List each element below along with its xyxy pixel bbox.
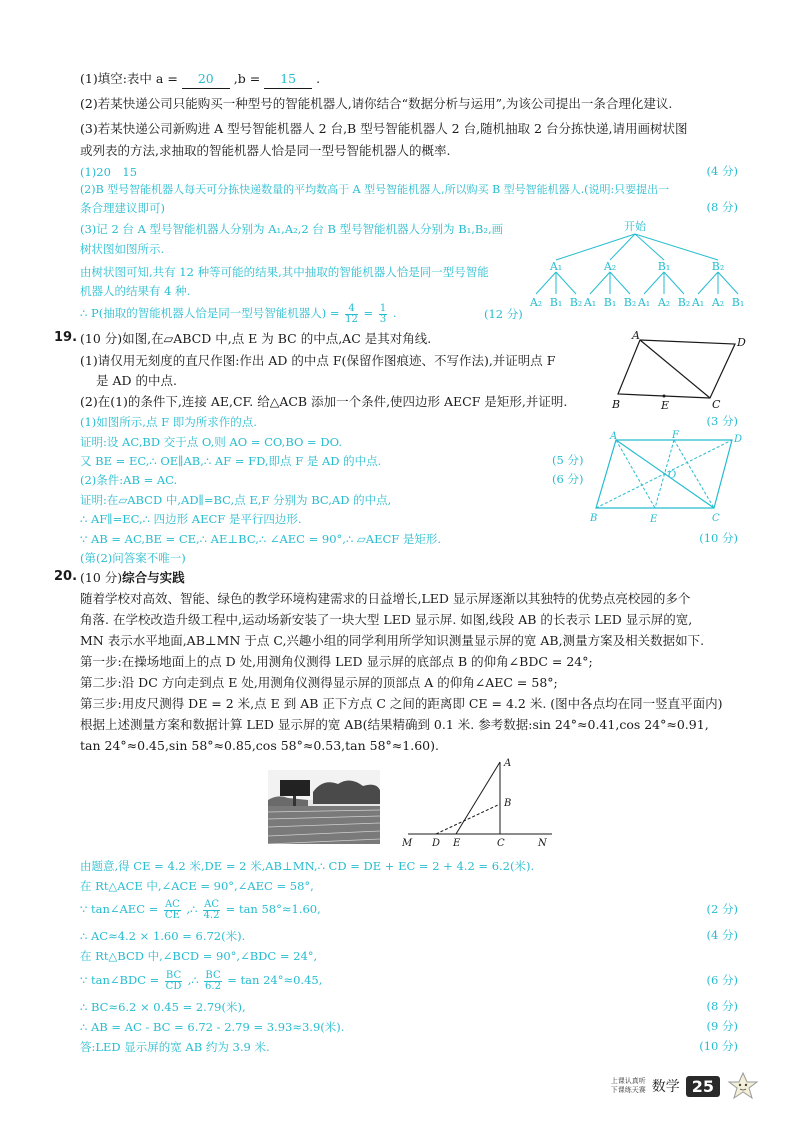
q19-score4: (10 分): [699, 531, 738, 545]
solution-parallelogram-figure: [586, 430, 750, 525]
q18-part1: [80, 70, 320, 89]
parallelogram-figure: [610, 330, 750, 412]
tree-leaf: A₂: [657, 296, 671, 309]
measurement-diagram: [400, 754, 560, 852]
tree-node-l1: A₁: [549, 260, 563, 273]
tan-bdc-text: ∵ tan∠BDC =: [80, 973, 160, 987]
q19-sol7: ∵ AB = AC,BE = CE,∴ AE⊥BC,∴ ∠AEC = 90°,∴ ▱AECF 是矩形.: [80, 532, 442, 546]
q20-step2: 第二步:沿 DC 方向走到点 E 处,用测角仪测得显示屏的顶部点 A 的仰角∠AEC = 58°;: [80, 675, 558, 690]
q19-part1-line1: (1)请仅用无刻度的直尺作图:作出 AD 的中点 F(保留作图痕迹、不写作法),并证明点 F: [80, 353, 556, 368]
q20-score1: (2 分): [706, 902, 738, 916]
q19-sol3: 又 BE = EC,∴ OE∥AB,∴ AF = FD,即点 F 是 AD 的中点.: [80, 454, 382, 468]
fraction-bc-6.2: [204, 971, 221, 992]
label-E: E: [650, 514, 658, 525]
q20-score4: (8 分): [706, 999, 738, 1013]
fraction-denominator: 12: [345, 313, 358, 325]
tree-leaf: A₁: [583, 296, 597, 309]
q19-part1-line2: 是 AD 的中点.: [96, 373, 177, 388]
q18-score3: (12 分): [484, 307, 523, 321]
label-C: C: [497, 838, 505, 849]
slogan-line2: 下课练天赛: [610, 1086, 646, 1094]
fraction-numerator: AC: [204, 898, 219, 910]
q20-sol3: [80, 896, 321, 922]
label-C: C: [712, 398, 721, 411]
q18-answer3-line2: 树状图如图所示.: [80, 242, 165, 256]
answer-blank-b: 15: [264, 70, 312, 89]
fraction-1-3: [379, 304, 387, 325]
q20-score6: (10 分): [699, 1039, 738, 1053]
probability-end: .: [392, 306, 397, 320]
q20-sol8: ∴ AB = AC - BC = 6.72 - 2.79 = 3.93≈3.9(米).: [80, 1020, 345, 1034]
q20-sol5: 在 Rt△BCD 中,∠BCD = 90°,∠BDC = 24°,: [80, 949, 318, 963]
tree-leaf: A₂: [529, 296, 543, 309]
q18-answer3-line1: (3)记 2 台 A 型号智能机器人分别为 A₁,A₂,2 台 B 型号智能机器人分别为 B₁,B₂,画: [80, 222, 504, 236]
fraction-denominator: 4.2: [203, 909, 220, 921]
q20-step3: 第三步:用皮尺测得 DE = 2 米,点 E 到 AB 正下方点 C 之间的距离即 CE = 4.2 米. (图中各点均在同一竖直平面内): [80, 696, 723, 711]
probability-text: ∴ P(抽取的智能机器人恰是同一型号智能机器人) =: [80, 306, 340, 320]
label-B: B: [590, 513, 598, 524]
tree-node-l1: B₂: [711, 260, 725, 273]
q20-sol7: ∴ BC≈6.2 × 0.45 = 2.79(米),: [80, 1000, 246, 1014]
q19-part2: (2)在(1)的条件下,连接 AE,CF. 给△ACB 添加一个条件,使四边形 AECF 是矩形,并证明.: [80, 394, 568, 409]
q18-answer3-probability: [80, 300, 397, 326]
q18-answer2-line1: (2)B 型号智能机器人每天可分拣快递数量的平均数高于 A 型号智能机器人,所以购买 B 型号智能机器人.(说明:只要提出一: [80, 183, 670, 196]
therefore-text: ,∴: [186, 902, 198, 916]
fraction-denominator: CD: [165, 980, 182, 992]
q20-stem: [80, 569, 185, 587]
equals-sign: =: [363, 306, 374, 320]
star-mascot-icon: [726, 1071, 760, 1101]
page-footer: [611, 1071, 760, 1101]
q20-score3: (6 分): [706, 973, 738, 987]
tree-leaf: A₁: [691, 296, 705, 309]
label-C: C: [712, 513, 720, 524]
fraction-denominator: 6.2: [205, 980, 221, 992]
q19-score3: (6 分): [552, 472, 584, 486]
q19-sol2: 证明:设 AC,BD 交于点 O,则 AO = CO,BO = DO.: [80, 435, 342, 449]
slogan-line1: 上课认真听: [610, 1077, 646, 1085]
tree-leaf: A₂: [711, 296, 725, 309]
q19-score1: (3 分): [706, 414, 738, 428]
q20-text3: MN 表示水平地面,AB⊥MN 于点 C,兴趣小组的同学利用所学知识测量显示屏的宽 AB,测量方案及相关数据如下.: [80, 633, 705, 648]
fraction-ac-4.2: [203, 900, 220, 921]
label-M: M: [402, 838, 413, 849]
tree-leaf: B₁: [549, 296, 563, 309]
tan24-text: = tan 24°≈0.45,: [227, 973, 323, 987]
fraction-numerator: BC: [205, 969, 221, 981]
q18-part1-mid: ,b =: [233, 71, 261, 86]
q18-part2: (2)若某快递公司只能购买一种型号的智能机器人,请你结合“数据分析与运用”,为该公司提出一条合理化建议.: [80, 96, 673, 111]
q19-sol4: (2)条件:AB = AC.: [80, 473, 178, 487]
q20-step1: 第一步:在操场地面上的点 D 处,用测角仪测得 LED 显示屏的底部点 B 的仰角∠BDC = 24°;: [80, 654, 593, 669]
tan58-text: = tan 58°≈1.60,: [225, 902, 321, 916]
tree-diagram: [520, 218, 750, 318]
q18-score2: (8 分): [706, 200, 738, 214]
q20-text1: 随着学校对高效、智能、绿色的教学环境构建需求的日益增长,LED 显示屏逐渐以其独特的优势点亮校园的多个: [80, 591, 691, 606]
q20-score5: (9 分): [706, 1019, 738, 1033]
q18-score1: (4 分): [706, 164, 738, 178]
fraction-bc-cd: [165, 971, 182, 992]
label-B: B: [612, 398, 621, 411]
q20-sol6: [80, 967, 322, 993]
tree-root: 开始: [624, 220, 646, 233]
q19-score2: (5 分): [552, 453, 584, 467]
fraction-denominator: 3: [379, 313, 387, 325]
q20-section-title: 综合与实践: [122, 570, 185, 585]
tree-leaf: A₁: [637, 296, 651, 309]
fraction-numerator: 1: [379, 302, 387, 314]
label-N: N: [538, 838, 547, 849]
q19-stem: (10 分)如图,在▱ABCD 中,点 E 为 BC 的中点,AC 是其对角线.: [80, 331, 432, 346]
label-F: F: [672, 430, 679, 441]
label-D: D: [737, 336, 746, 349]
q19-sol5: 证明:在▱ABCD 中,AD∥=BC,点 E,F 分别为 BC,AD 的中点,: [80, 493, 392, 507]
answer-blank-a: 20: [182, 70, 230, 89]
tree-edges: [536, 234, 738, 294]
label-D: D: [432, 838, 441, 849]
q18-answer2-line2: 条合理建议即可): [80, 201, 165, 215]
label-A: A: [632, 330, 640, 342]
q18-answer3-line4: 机器人的结果有 4 种.: [80, 284, 191, 298]
fraction-denominator: CE: [164, 909, 180, 921]
footer-slogan: [611, 1077, 646, 1095]
tree-leaf: B₂: [623, 296, 637, 309]
led-screen-photo: [268, 770, 380, 844]
page-number: 25: [686, 1076, 720, 1097]
q19-sol6: ∴ AF∥=EC,∴ 四边形 AECF 是平行四边形.: [80, 512, 302, 526]
fraction-numerator: BC: [165, 969, 182, 981]
q20-number: 20.: [54, 569, 78, 584]
q20-answer: 答:LED 显示屏的宽 AB 约为 3.9 米.: [80, 1040, 270, 1054]
q19-sol1: (1)如图所示,点 F 即为所求作的点.: [80, 415, 257, 429]
label-D: D: [734, 434, 743, 445]
q20-sol4: ∴ AC≈4.2 × 1.60 = 6.72(米).: [80, 929, 246, 943]
q18-part1-end: .: [316, 71, 321, 86]
label-O: O: [668, 470, 677, 481]
q18-part1-prefix: (1)填空:表中 a =: [80, 71, 178, 86]
q20-score2: (4 分): [706, 928, 738, 942]
fraction-numerator: 4: [345, 304, 358, 315]
q18-answer1: (1)20 15: [80, 165, 138, 179]
q20-text4: 根据上述测量方案和数据计算 LED 显示屏的宽 AB(结果精确到 0.1 米. 参考数据:sin 24°≈0.41,cos 24°≈0.91,: [80, 717, 709, 732]
fraction-ac-ce: [164, 900, 181, 921]
label-E: E: [661, 399, 670, 412]
therefore-text: ,∴: [187, 973, 199, 987]
tree-leaf: B₁: [603, 296, 617, 309]
q18-part3-line2: 或列表的方法,求抽取的智能机器人恰是同一型号智能机器人的概率.: [80, 143, 451, 158]
q19-number: 19.: [54, 330, 78, 345]
q20-sol2: 在 Rt△ACE 中,∠ACE = 90°,∠AEC = 58°,: [80, 879, 314, 893]
label-A: A: [610, 431, 618, 442]
tan-aec-text: ∵ tan∠AEC =: [80, 902, 159, 916]
q20-points: (10 分): [80, 570, 123, 585]
q18-part3-line1: (3)若某快递公司新购进 A 型号智能机器人 2 台,B 型号智能机器人 2 台,随机抽取 2 台分拣快递,请用画树状图: [80, 121, 688, 136]
label-E: E: [453, 838, 461, 849]
label-A: A: [504, 758, 512, 769]
q19-sol8: (第(2)问答案不唯一): [80, 551, 186, 565]
q20-text2: 角落. 在学校改造升级工程中,运动场新安装了一块大型 LED 显示屏. 如图,线段 AB 的长表示 LED 显示屏的宽,: [80, 612, 693, 627]
q18-answer3-line3: 由树状图可知,共有 12 种等可能的结果,其中抽取的智能机器人恰是同一型号智能: [80, 265, 489, 279]
subject-label: 数学: [651, 1079, 680, 1095]
tree-leaf: B₂: [569, 296, 583, 309]
tree-node-l1: B₁: [657, 260, 671, 273]
label-B: B: [504, 798, 512, 809]
point-E: [663, 395, 666, 398]
tree-leaf: B₂: [677, 296, 691, 309]
q20-text5: tan 24°≈0.45,sin 58°≈0.85,cos 58°≈0.53,tan 58°≈1.60).: [80, 738, 439, 753]
tree-node-l1: A₂: [603, 260, 617, 273]
fraction-4-12: [345, 304, 358, 325]
q20-sol1: 由题意,得 CE = 4.2 米,DE = 2 米,AB⊥MN,∴ CD = DE + EC = 2 + 4.2 = 6.2(米).: [80, 859, 535, 873]
fraction-numerator: AC: [164, 898, 180, 910]
tree-leaf: B₁: [731, 296, 745, 309]
